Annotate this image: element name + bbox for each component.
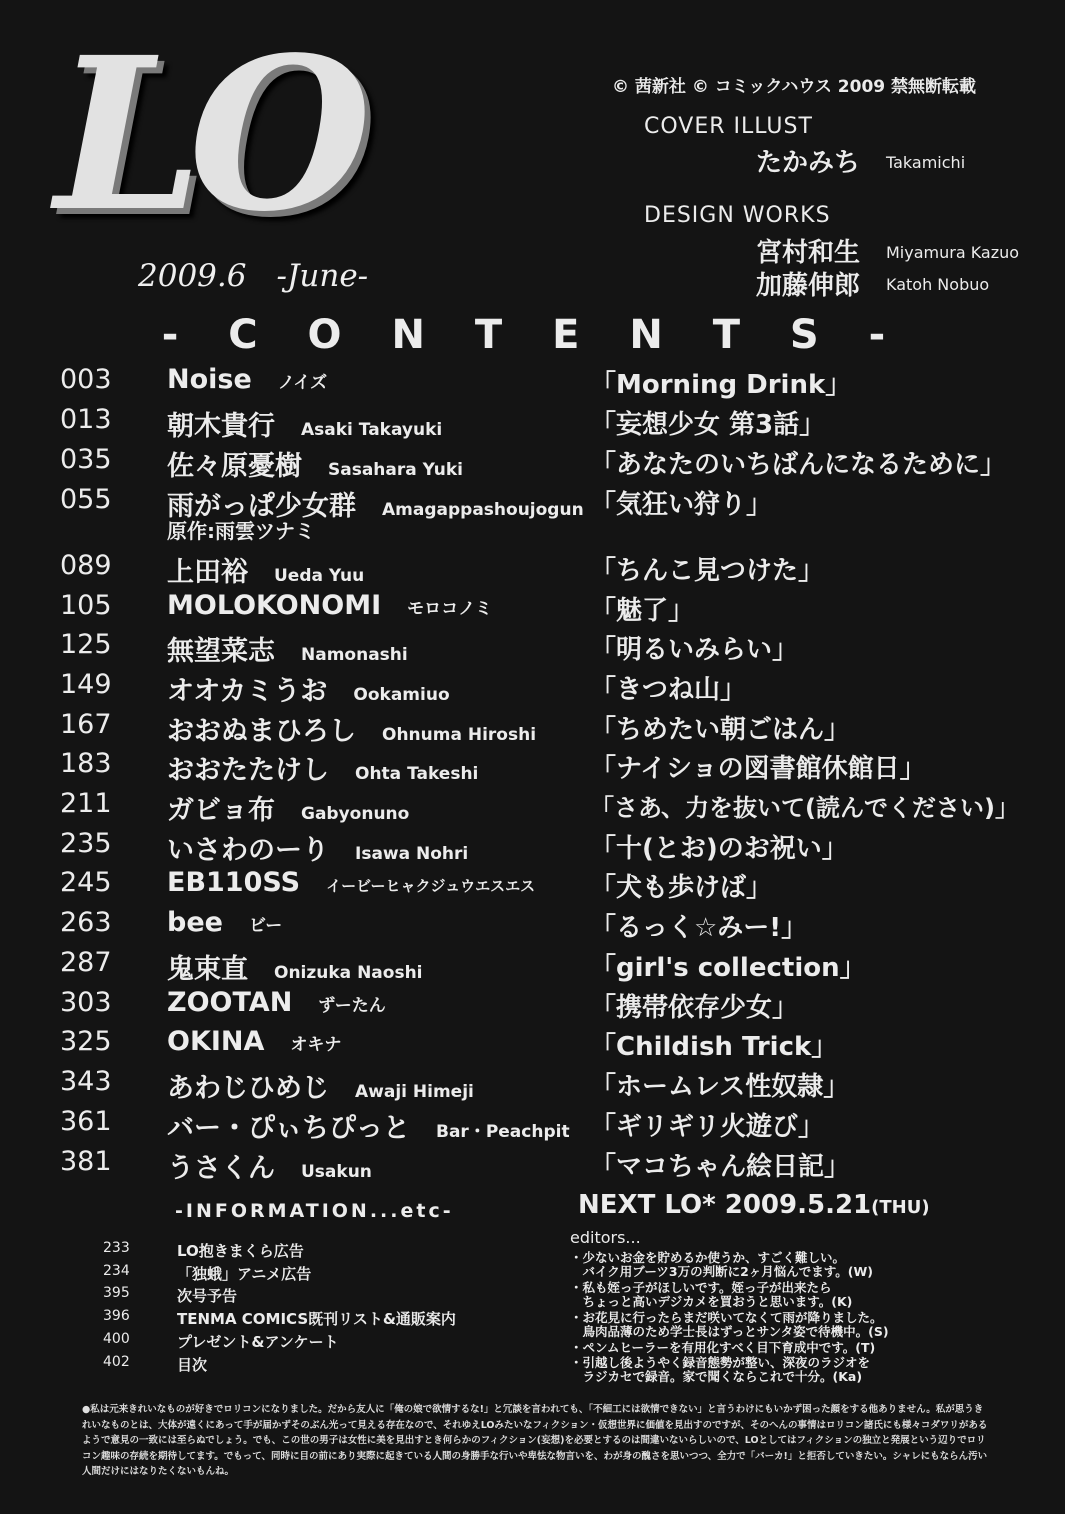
toc-author <box>167 947 423 986</box>
toc-page-number: 013 <box>60 404 112 435</box>
toc-author-name: ガビョ布 <box>167 795 275 826</box>
copyright-notice: © 茜新社 © コミックハウス 2009 禁無断転載 <box>612 77 977 97</box>
toc-row <box>0 1026 1065 1066</box>
info-item <box>0 1354 560 1376</box>
toc-author-reading: Gabyonuno <box>301 804 410 824</box>
toc-author-name: MOLOKONOMI <box>167 590 382 621</box>
toc-row <box>0 788 1065 828</box>
info-text: TENMA COMICS既刊リスト&通販案内 <box>177 1310 456 1328</box>
toc-row <box>0 709 1065 749</box>
info-page-number: 396 <box>103 1308 130 1324</box>
designer-en: Miyamura Kazuo <box>886 243 1020 262</box>
toc-row <box>0 484 1065 548</box>
toc-page-number: 343 <box>60 1066 112 1097</box>
toc-author <box>167 669 450 708</box>
toc-page-number: 035 <box>60 444 112 475</box>
toc-page-number: 361 <box>60 1106 112 1137</box>
design-works-heading: DESIGN WORKS <box>644 203 831 228</box>
editorial-footnote: ●私は元来きれいなものが好きでロリコンになりました。だから友人に「俺の娘で欲情するな!」と冗談を言われても、「不細工には欲情できない」と言うわけにもいかず困った顔をする他ありません。私が思うきれいなものとは、大体が遠くにあって手が届かずそのぶん光って見える存在なので、それゆえLOみたいなフィクション・仮想世界に価値を見出すのですが、そのへんの事情はロリコン諸氏にも様々コダワリがあるようで意見の一致には至らぬでしょう。でも、この世の男子は女性に美を見出すとき何らかのフィクション(妄想)を必要とするのは間違いないらしいので、LOとしてはフィクションの独立と発展という辺りでロリコン趣味の存続を期待してます。でもって、同時に目の前にあり実際に起きている人間の身勝手な行いや卑怯な物言いを、わが身の醜さを思いつつ、全力で「バーカ!」と拒否していきたい。シャレにもならん汚い人間だけにはなりたくないもんね。 <box>82 1404 988 1477</box>
toc-author-name: うさくん <box>167 1153 275 1184</box>
information-heading: -INFORMATION...etc- <box>175 1200 454 1222</box>
toc-page-number: 303 <box>60 987 112 1018</box>
toc-original-credit: 原作:雨雲ツナミ <box>167 519 315 543</box>
toc-row <box>0 1146 1065 1186</box>
toc-story-title: 「さあ、力を抜いて(読んでください)」 <box>590 794 1019 822</box>
info-text: LO抱きまくら広告 <box>177 1242 304 1260</box>
toc-author-reading: Awaji Himeji <box>355 1082 474 1102</box>
toc-row <box>0 907 1065 947</box>
toc-row <box>0 444 1065 484</box>
info-item <box>0 1240 560 1262</box>
toc-author <box>167 404 442 443</box>
toc-story-title: 「あなたのいちばんになるために」 <box>590 450 1007 480</box>
issue-month: -June- <box>276 258 369 294</box>
toc-author-name: 朝木貴行 <box>167 411 275 442</box>
info-text: プレゼント&アンケート <box>177 1333 339 1351</box>
toc-page-number: 105 <box>60 590 112 621</box>
toc-row <box>0 550 1065 590</box>
toc-row <box>0 828 1065 868</box>
toc-story-title: 「きつね山」 <box>590 675 747 705</box>
toc-story-title: 「十(とお)のお祝い」 <box>590 834 848 864</box>
toc-author-reading: Sasahara Yuki <box>328 460 463 480</box>
toc-author <box>167 748 478 787</box>
toc-author-reading: Ueda Yuu <box>274 566 365 586</box>
toc-author-name: 無望菜志 <box>167 636 275 667</box>
toc-author-name: あわじひめじ <box>167 1073 329 1104</box>
toc-author-reading: Onizuka Naoshi <box>274 963 423 983</box>
toc-author-name: おおたたけし <box>167 755 329 786</box>
toc-page-number: 055 <box>60 484 112 515</box>
toc-page-number: 211 <box>60 788 112 819</box>
toc-story-title: 「犬も歩けば」 <box>590 873 773 903</box>
toc-author-reading: Ohnuma Hiroshi <box>382 725 537 745</box>
editor-note-line: ちょっと高いデジカメを買おうと思います。(K) <box>570 1294 853 1309</box>
editor-note-line: ・ペンムヒーラーを有用化すべく目下育成中です。(T) <box>570 1340 876 1355</box>
toc-author-reading: Usakun <box>301 1162 372 1182</box>
toc-author <box>167 1106 570 1145</box>
toc-story-title: 「携帯依存少女」 <box>590 993 799 1023</box>
toc-page-number: 263 <box>60 907 112 938</box>
toc-story-title: 「girl's collection」 <box>590 953 866 983</box>
designer-jp: 宮村和生 <box>755 238 860 268</box>
cover-artist-jp: たかみち <box>755 148 860 178</box>
toc-page-number: 003 <box>60 364 112 395</box>
toc-page-number: 089 <box>60 550 112 581</box>
toc-row <box>0 364 1065 404</box>
issue-number: 2009.6 <box>138 258 247 294</box>
editor-note-line: バイク用ブーツ3万の判断に2ヶ月悩んでます。(W) <box>570 1264 873 1279</box>
toc-author <box>167 987 386 1018</box>
toc-row <box>0 1106 1065 1146</box>
editor-note-line: 鳥肉品薄のため学士長はずっとサンタ姿で待機中。(S) <box>570 1324 889 1339</box>
toc-author-name: おおぬまひろし <box>167 716 356 747</box>
toc-page-number: 149 <box>60 669 112 700</box>
cover-artist-en: Takamichi <box>886 153 966 172</box>
toc-story-title: 「気狂い狩り」 <box>590 490 773 520</box>
toc-author-reading: Namonashi <box>301 645 408 665</box>
info-item <box>0 1285 560 1307</box>
toc-story-title: 「Morning Drink」 <box>590 370 852 400</box>
next-issue-weekday: (THU) <box>871 1197 930 1218</box>
toc-author-name: オオカミうお <box>167 676 328 707</box>
toc-author-reading: Ookamiuo <box>353 685 450 705</box>
toc-page-number: 381 <box>60 1146 112 1177</box>
toc-row <box>0 1066 1065 1106</box>
toc-story-title: 「ちめたい朝ごはん」 <box>590 715 851 745</box>
toc-row <box>0 987 1065 1027</box>
editor-note-line: ラジカセで録音。家で聞くならこれで十分。(Ka) <box>570 1369 863 1384</box>
designer-en: Katoh Nobuo <box>886 275 990 294</box>
toc-page-number: 183 <box>60 748 112 779</box>
next-issue-label: NEXT LO* 2009.5.21 <box>578 1190 872 1220</box>
info-page-number: 402 <box>103 1354 130 1370</box>
toc-author-reading: オキナ <box>290 1035 342 1055</box>
info-item <box>0 1331 560 1353</box>
toc-row <box>0 669 1065 709</box>
editor-note-line: ・私も姪っ子がほしいです。姪っ子が出来たら <box>570 1280 832 1295</box>
info-page-number: 395 <box>103 1285 130 1301</box>
toc-author-reading: ノイズ <box>277 373 328 393</box>
cover-illust-heading: COVER ILLUST <box>644 114 813 139</box>
toc-author-name: 上田裕 <box>167 557 248 588</box>
designer-jp: 加藤伸郎 <box>755 271 860 301</box>
toc-author <box>167 629 408 668</box>
contents-heading: - C O N T E N T S - <box>161 312 904 358</box>
next-issue-date <box>578 1190 930 1220</box>
toc-story-title: 「明るいみらい」 <box>590 635 799 665</box>
toc-row <box>0 404 1065 444</box>
toc-author <box>167 444 463 483</box>
toc-author <box>167 788 409 827</box>
toc-author-name: 雨がっぱ少女群 <box>167 491 356 522</box>
info-text: 「独蛾」アニメ広告 <box>177 1265 312 1283</box>
info-page-number: 400 <box>103 1331 130 1347</box>
toc-author-name: バー・ぴぃちぴっと <box>167 1113 410 1144</box>
toc-author-reading: イービーヒャクジュウエスエス <box>326 877 536 895</box>
toc-author-reading: Amagappashoujogun <box>382 500 584 520</box>
toc-story-title: 「マコちゃん絵日記」 <box>590 1152 851 1182</box>
toc-story-title: 「るっく☆みー!」 <box>590 913 808 943</box>
toc-row <box>0 590 1065 630</box>
toc-author-name: いさわのーり <box>167 835 329 866</box>
toc-author-name: bee <box>167 907 223 938</box>
info-item <box>0 1263 560 1285</box>
info-text: 次号予告 <box>177 1287 238 1305</box>
toc-author-reading: Bar・Peachpit <box>436 1122 570 1142</box>
toc-author <box>167 364 327 395</box>
toc-author-name: Noise <box>167 364 252 395</box>
toc-page-number: 125 <box>60 629 112 660</box>
toc-author-reading: Isawa Nohri <box>355 844 469 864</box>
toc-author <box>167 828 468 867</box>
toc-story-title: 「魅了」 <box>590 596 695 626</box>
toc-author-name: OKINA <box>167 1026 265 1057</box>
toc-story-title: 「妄想少女 第3話」 <box>590 410 826 440</box>
editor-note-line: ・少ないお金を貯めるか使うか、すごく難しい。 <box>570 1250 846 1265</box>
toc-row <box>0 629 1065 669</box>
toc-author-reading: ビー <box>248 916 283 936</box>
toc-author-reading: Ohta Takeshi <box>355 764 479 784</box>
info-item <box>0 1308 560 1330</box>
toc-author-reading: モロコノミ <box>407 599 493 619</box>
toc-author <box>167 867 535 898</box>
toc-page-number: 325 <box>60 1026 112 1057</box>
toc-author <box>167 550 364 589</box>
info-page-number: 233 <box>103 1240 130 1256</box>
toc-author-name: 佐々原憂樹 <box>167 451 302 482</box>
toc-row <box>0 748 1065 788</box>
editors-heading: editors... <box>570 1228 641 1247</box>
toc-author <box>167 709 536 748</box>
toc-author-name: ZOOTAN <box>167 987 293 1018</box>
toc-page-number: 245 <box>60 867 112 898</box>
toc-story-title: 「Childish Trick」 <box>590 1032 838 1062</box>
toc-story-title: 「ギリギリ火遊び」 <box>590 1112 825 1142</box>
editor-note-line: ・お花見に行ったらまだ咲いてなくて雨が降りました。 <box>570 1310 883 1325</box>
toc-author-reading: Asaki Takayuki <box>301 420 443 440</box>
toc-page-number: 235 <box>60 828 112 859</box>
editor-note-line: ・引越し後ようやく録音態勢が整い、深夜のラジオを <box>570 1355 871 1370</box>
toc-author <box>167 1026 341 1057</box>
toc-row <box>0 947 1065 987</box>
info-text: 目次 <box>177 1356 208 1374</box>
info-page-number: 234 <box>103 1263 130 1279</box>
toc-page-number: 287 <box>60 947 112 978</box>
magazine-logo: LO <box>55 11 358 258</box>
toc-author-name: EB110SS <box>167 867 301 898</box>
toc-story-title: 「ホームレス性奴隷」 <box>590 1072 850 1102</box>
toc-author-name: 鬼束直 <box>167 954 248 985</box>
toc-story-title: 「ナイショの図書館休館日」 <box>590 754 926 784</box>
toc-author-reading: ずーたん <box>318 996 386 1016</box>
toc-author <box>167 590 492 621</box>
toc-author <box>167 1066 474 1105</box>
toc-story-title: 「ちんこ見つけた」 <box>590 556 825 586</box>
issue-date <box>138 258 368 294</box>
toc-row <box>0 867 1065 907</box>
toc-author <box>167 907 282 938</box>
toc-author <box>167 1146 372 1185</box>
toc-page-number: 167 <box>60 709 112 740</box>
